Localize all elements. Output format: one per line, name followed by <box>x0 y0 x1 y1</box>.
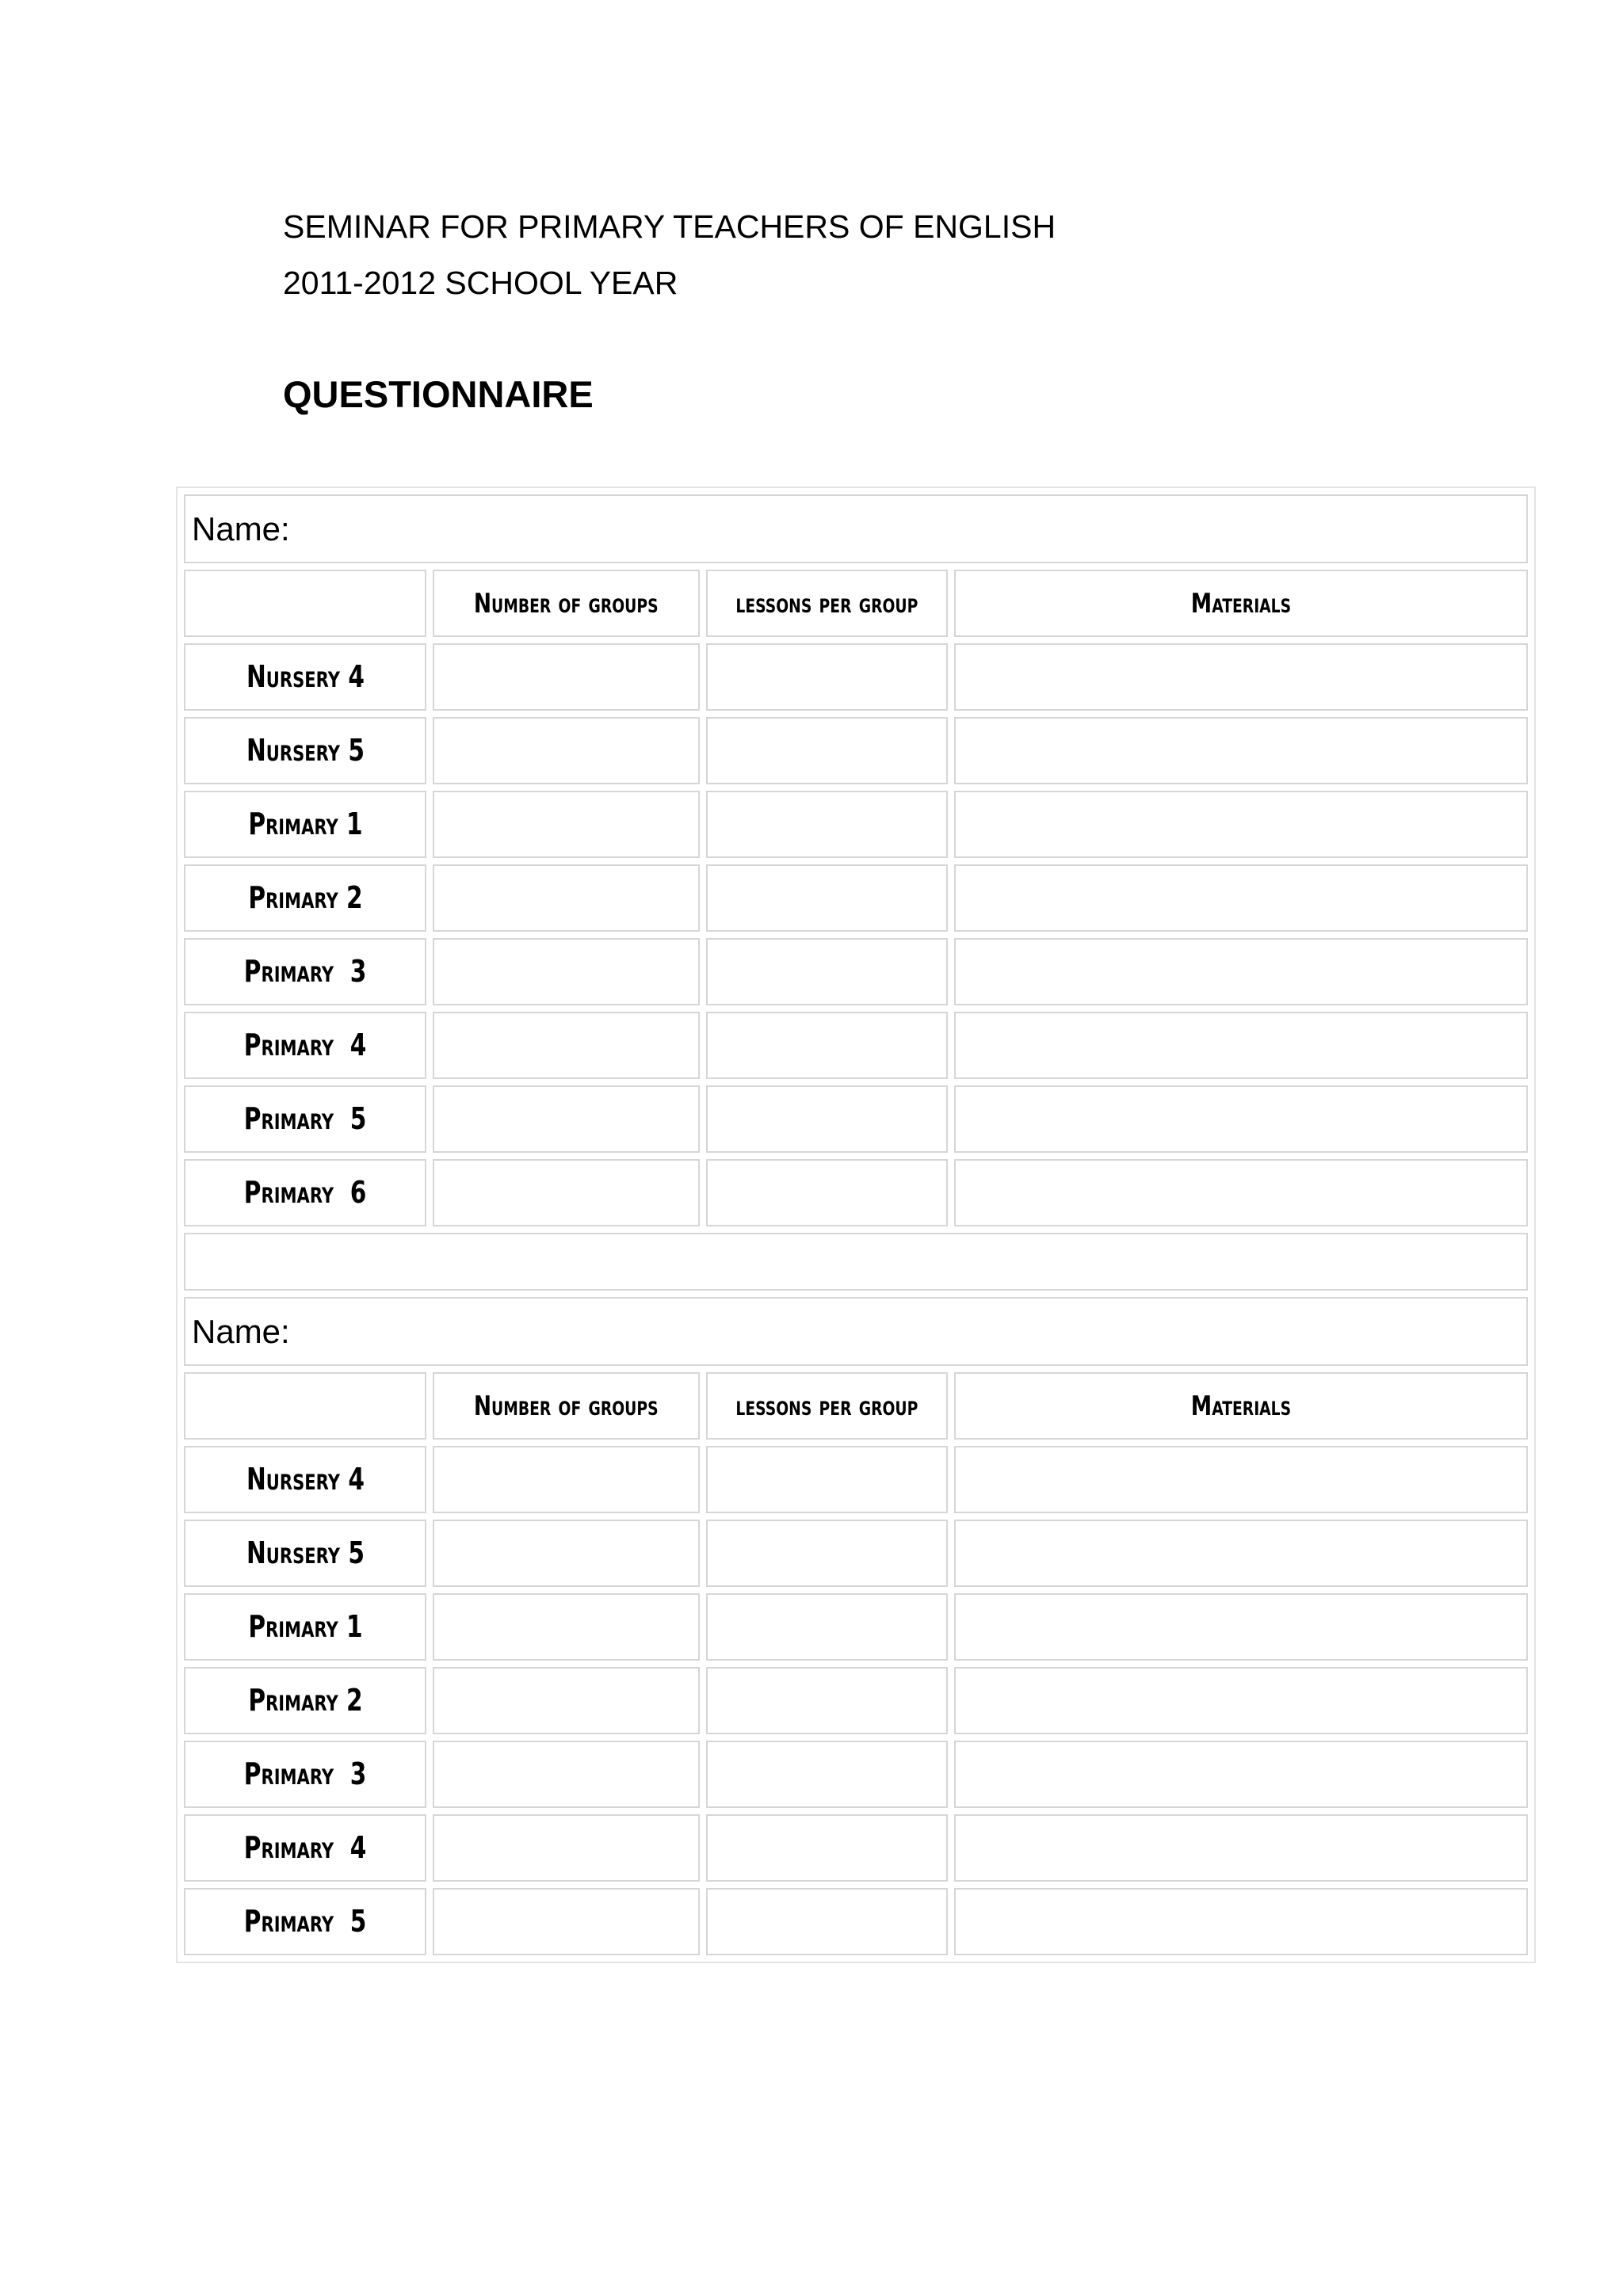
name-label: Name: <box>192 1312 290 1350</box>
questionnaire-title: QUESTIONNAIRE <box>283 373 594 415</box>
table-row <box>184 864 1528 932</box>
grade-label-cell <box>184 864 426 932</box>
table-row <box>184 938 1528 1005</box>
grade-label: Nursery 4 <box>246 1462 365 1497</box>
number-of-groups-input[interactable] <box>433 1593 700 1661</box>
materials-input[interactable] <box>954 1888 1528 1955</box>
seminar-title: SEMINAR FOR PRIMARY TEACHERS OF ENGLISH <box>283 208 1056 245</box>
number-of-groups-input[interactable] <box>433 1888 700 1955</box>
grade-label-cell <box>184 1085 426 1153</box>
materials-input[interactable] <box>954 1593 1528 1661</box>
number-of-groups-input[interactable] <box>433 1159 700 1226</box>
header-materials <box>954 570 1528 637</box>
grade-label-cell <box>184 1667 426 1734</box>
name-label: Name: <box>192 509 290 547</box>
number-of-groups-input[interactable] <box>433 1085 700 1153</box>
header-number-of-groups-label: Number of groups <box>474 1390 659 1422</box>
header-materials <box>954 1372 1528 1440</box>
table-row <box>184 1520 1528 1587</box>
grade-label: Primary 1 <box>247 807 363 841</box>
table-row <box>184 1012 1528 1079</box>
materials-input[interactable] <box>954 791 1528 858</box>
lessons-per-group-input[interactable] <box>706 1520 948 1587</box>
header-materials-label: Materials <box>1190 1390 1292 1422</box>
lessons-per-group-input[interactable] <box>706 938 948 1005</box>
header-materials-label: Materials <box>1190 587 1292 620</box>
grade-label: Primary 1 <box>247 1609 363 1644</box>
materials-input[interactable] <box>954 717 1528 784</box>
grade-label-cell <box>184 1012 426 1079</box>
name-row <box>184 494 1528 563</box>
grade-label: Primary 4 <box>243 1830 367 1865</box>
header-number-of-groups <box>433 570 700 637</box>
table-row <box>184 1446 1528 1513</box>
table-row <box>184 717 1528 784</box>
header-number-of-groups-label: Number of groups <box>474 587 659 620</box>
table-row <box>184 643 1528 711</box>
number-of-groups-input[interactable] <box>433 938 700 1005</box>
column-header-row <box>184 570 1528 637</box>
table-row <box>184 791 1528 858</box>
number-of-groups-input[interactable] <box>433 1667 700 1734</box>
lessons-per-group-input[interactable] <box>706 643 948 711</box>
grade-label-cell <box>184 717 426 784</box>
materials-input[interactable] <box>954 1012 1528 1079</box>
materials-input[interactable] <box>954 1741 1528 1808</box>
name-field[interactable] <box>184 494 1528 563</box>
grade-label: Nursery 5 <box>246 733 365 768</box>
materials-input[interactable] <box>954 864 1528 932</box>
lessons-per-group-input[interactable] <box>706 1159 948 1226</box>
grade-label: Primary 3 <box>243 954 367 989</box>
materials-input[interactable] <box>954 1667 1528 1734</box>
spacer-row <box>184 1233 1528 1291</box>
grade-label: Primary 3 <box>243 1756 367 1791</box>
lessons-per-group-input[interactable] <box>706 1814 948 1882</box>
header-lessons-per-group-label: lessons per group <box>735 1390 918 1422</box>
grade-label: Primary 6 <box>243 1175 367 1210</box>
grade-label-cell <box>184 1888 426 1955</box>
name-row <box>184 1297 1528 1366</box>
number-of-groups-input[interactable] <box>433 1446 700 1513</box>
lessons-per-group-input[interactable] <box>706 1593 948 1661</box>
lessons-per-group-input[interactable] <box>706 1012 948 1079</box>
number-of-groups-input[interactable] <box>433 717 700 784</box>
number-of-groups-input[interactable] <box>433 1520 700 1587</box>
grade-label: Primary 2 <box>247 880 363 915</box>
table-row <box>184 1085 1528 1153</box>
header-number-of-groups <box>433 1372 700 1440</box>
grade-label: Primary 2 <box>247 1683 363 1718</box>
lessons-per-group-input[interactable] <box>706 717 948 784</box>
materials-input[interactable] <box>954 1446 1528 1513</box>
grade-label-cell <box>184 1814 426 1882</box>
grade-label: Primary 4 <box>243 1028 367 1062</box>
number-of-groups-input[interactable] <box>433 1741 700 1808</box>
number-of-groups-input[interactable] <box>433 1012 700 1079</box>
materials-input[interactable] <box>954 1520 1528 1587</box>
grade-label: Primary 5 <box>243 1101 367 1136</box>
table-row <box>184 1159 1528 1226</box>
lessons-per-group-input[interactable] <box>706 1888 948 1955</box>
grade-label-cell <box>184 1593 426 1661</box>
number-of-groups-input[interactable] <box>433 1814 700 1882</box>
materials-input[interactable] <box>954 643 1528 711</box>
table-row <box>184 1814 1528 1882</box>
table-row <box>184 1741 1528 1808</box>
lessons-per-group-input[interactable] <box>706 1667 948 1734</box>
materials-input[interactable] <box>954 1814 1528 1882</box>
lessons-per-group-input[interactable] <box>706 1446 948 1513</box>
grade-label: Nursery 4 <box>246 659 365 694</box>
grade-label-cell <box>184 791 426 858</box>
grade-label-cell <box>184 1520 426 1587</box>
grade-label-cell <box>184 938 426 1005</box>
grade-label: Nursery 5 <box>246 1535 365 1570</box>
materials-input[interactable] <box>954 1159 1528 1226</box>
grade-label-cell <box>184 1446 426 1513</box>
grade-label-cell <box>184 1159 426 1226</box>
column-header-row <box>184 1372 1528 1440</box>
number-of-groups-input[interactable] <box>433 791 700 858</box>
header-blank-cell <box>184 1372 426 1440</box>
grade-label: Primary 5 <box>243 1904 367 1939</box>
name-field[interactable] <box>184 1297 1528 1366</box>
header-lessons-per-group <box>706 570 948 637</box>
grade-label-cell <box>184 1741 426 1808</box>
table-row <box>184 1888 1528 1955</box>
lessons-per-group-input[interactable] <box>706 1741 948 1808</box>
questionnaire-table <box>176 486 1536 1963</box>
table-row <box>184 1593 1528 1661</box>
spacer-cell <box>184 1233 1528 1291</box>
header-lessons-per-group-label: lessons per group <box>735 587 918 620</box>
materials-input[interactable] <box>954 938 1528 1005</box>
header-blank-cell <box>184 570 426 637</box>
school-year: 2011-2012 SCHOOL YEAR <box>283 265 678 301</box>
number-of-groups-input[interactable] <box>433 864 700 932</box>
header-lessons-per-group <box>706 1372 948 1440</box>
grade-label-cell <box>184 643 426 711</box>
table-row <box>184 1667 1528 1734</box>
number-of-groups-input[interactable] <box>433 643 700 711</box>
materials-input[interactable] <box>954 1085 1528 1153</box>
lessons-per-group-input[interactable] <box>706 864 948 932</box>
lessons-per-group-input[interactable] <box>706 791 948 858</box>
lessons-per-group-input[interactable] <box>706 1085 948 1153</box>
